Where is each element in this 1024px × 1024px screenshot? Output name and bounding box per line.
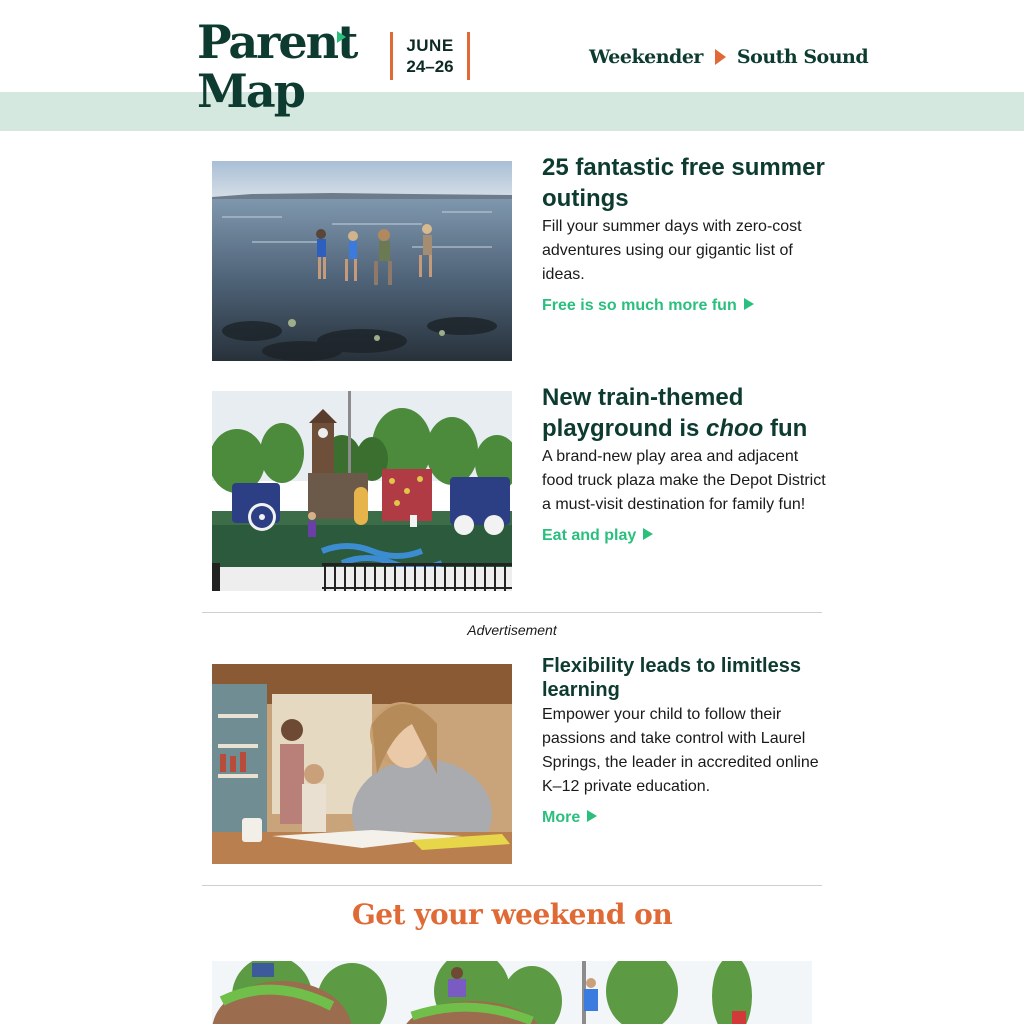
section-divider bbox=[202, 885, 822, 886]
train-playground-photo bbox=[212, 391, 512, 591]
story-image-beach[interactable] bbox=[212, 161, 512, 361]
edition-label bbox=[589, 44, 868, 70]
header-band bbox=[0, 92, 1024, 131]
edition-weekender-link[interactable]: Weekender bbox=[589, 46, 703, 68]
issue-date-month: JUNE bbox=[406, 36, 454, 55]
story-text bbox=[542, 382, 832, 545]
play-arrow-icon bbox=[587, 810, 597, 822]
advertisement-label: Advertisement bbox=[467, 622, 557, 638]
student-studying-photo bbox=[212, 664, 512, 864]
story-cta-link[interactable] bbox=[542, 527, 653, 545]
weekend-section-heading: Get your weekend on bbox=[351, 898, 673, 931]
story-title-part: New train-themed playground is bbox=[542, 384, 744, 442]
ad-text bbox=[542, 654, 832, 827]
section-divider bbox=[202, 612, 822, 613]
ad-image-student[interactable] bbox=[212, 664, 512, 864]
logo-triangle-icon bbox=[337, 31, 346, 43]
story-cta-link[interactable] bbox=[542, 297, 754, 315]
story-cta-label: Eat and play bbox=[542, 527, 637, 544]
play-arrow-icon bbox=[643, 528, 653, 540]
story-body: Fill your summer days with zero-cost adventures using our gigantic list of ideas. bbox=[542, 218, 802, 283]
story-title[interactable]: 25 fantastic free summer outings bbox=[542, 154, 825, 212]
story-body: A brand-new play area and adjacent food truck plaza make the Depot District a must-visit destination for family fun! bbox=[542, 448, 826, 513]
ad-title[interactable]: Flexibility leads to limitless learning bbox=[542, 655, 801, 701]
weekend-image-link[interactable] bbox=[212, 961, 812, 1024]
story-image-playground[interactable] bbox=[212, 391, 512, 591]
parentmap-logo[interactable] bbox=[197, 17, 357, 121]
logo-word-parent: Parent bbox=[197, 15, 357, 69]
story-text bbox=[542, 152, 832, 315]
issue-date bbox=[390, 32, 470, 80]
story-title[interactable] bbox=[542, 384, 807, 442]
story-title-part: fun bbox=[763, 415, 808, 442]
issue-date-range: 24–26 bbox=[406, 57, 454, 76]
kids-wading-beach-photo bbox=[212, 161, 512, 361]
playground-climbing-photo bbox=[212, 961, 812, 1024]
play-arrow-icon bbox=[744, 298, 754, 310]
story-title-emphasis: choo bbox=[706, 415, 764, 442]
play-triangle-icon bbox=[715, 49, 726, 65]
ad-cta-link[interactable] bbox=[542, 809, 597, 827]
logo-word-map: Map bbox=[197, 64, 304, 118]
ad-cta-label: More bbox=[542, 809, 581, 826]
story-cta-label: Free is so much more fun bbox=[542, 297, 737, 314]
ad-body: Empower your child to follow their passions and take control with Laurel Springs, the leader in accredited online K–12 private education. bbox=[542, 706, 819, 795]
email-header bbox=[0, 0, 1024, 131]
edition-region-link[interactable]: South Sound bbox=[736, 46, 869, 68]
